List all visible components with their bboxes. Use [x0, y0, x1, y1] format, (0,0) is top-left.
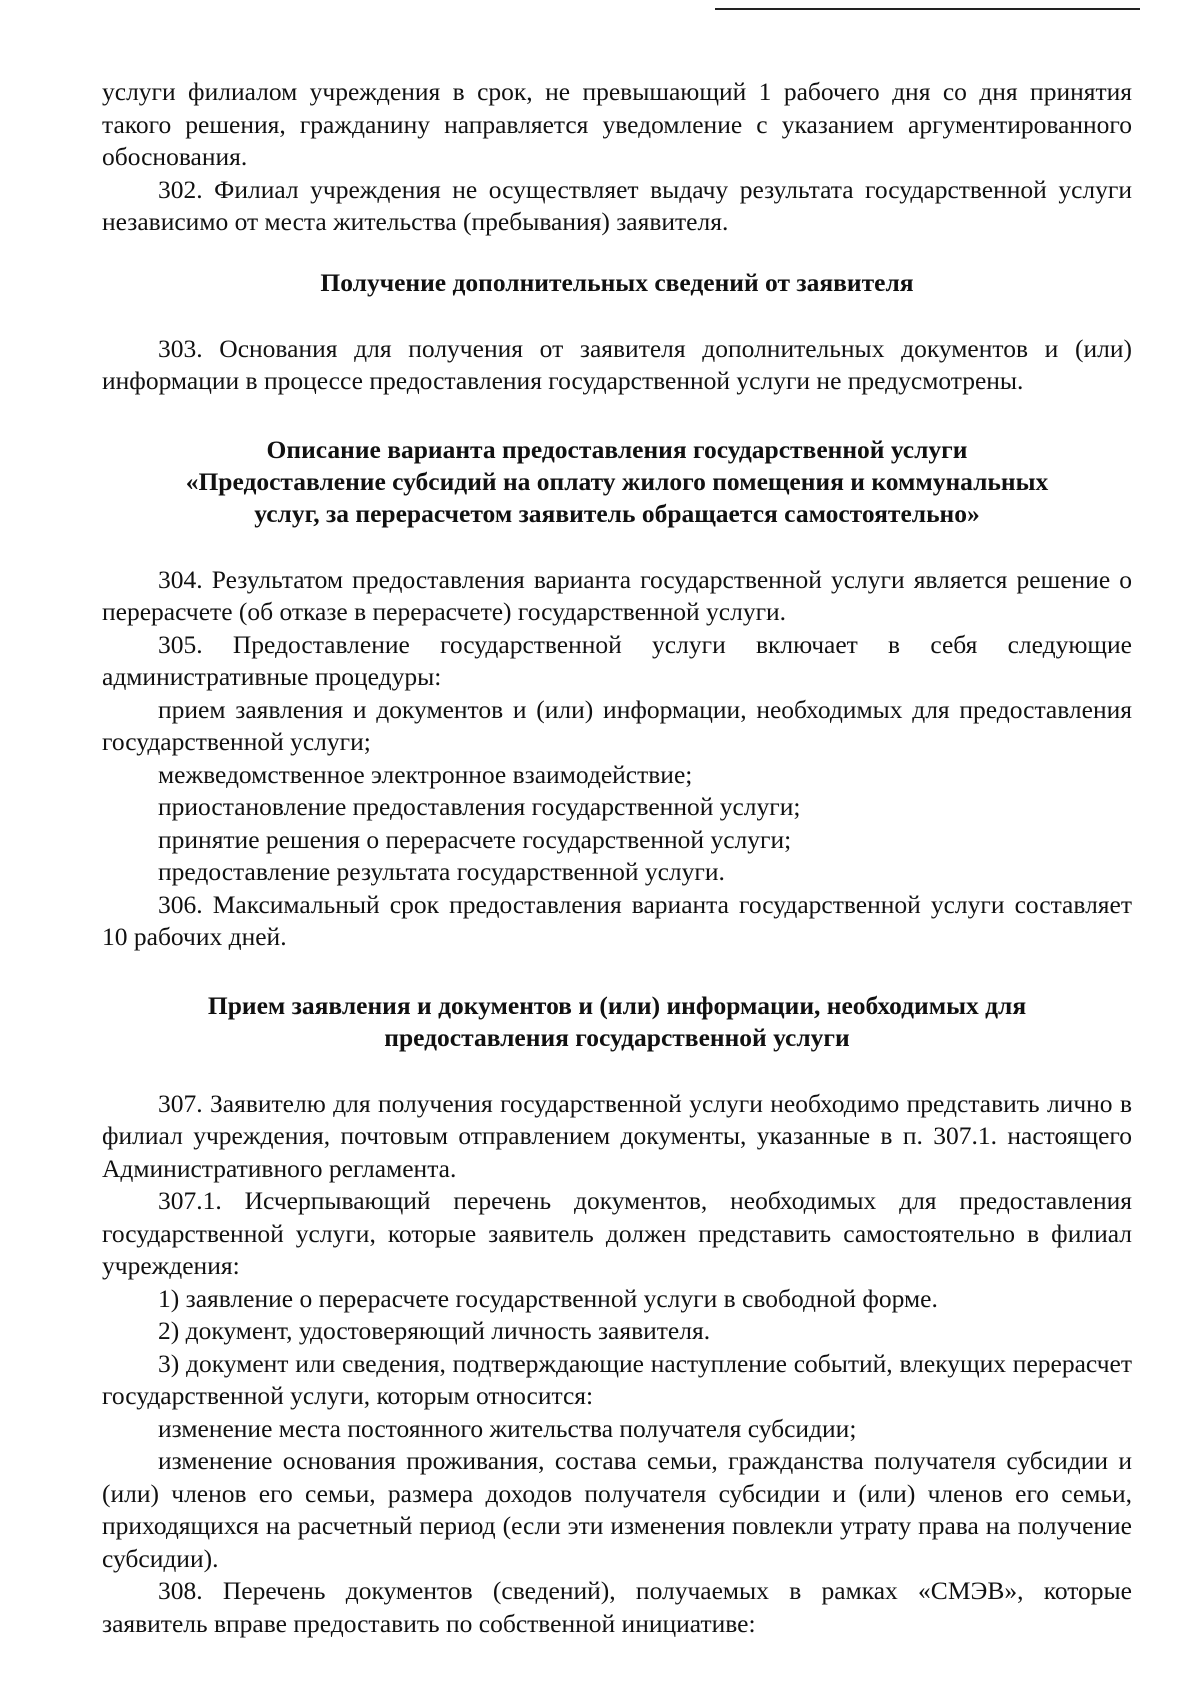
list-item: прием заявления и документов и (или) информации, необходимых для предоставления государственной услуги;	[102, 694, 1132, 756]
list-item: изменение места постоянного жительства получателя субсидии;	[158, 1413, 857, 1443]
paragraph-305: 305. Предоставление государственной услуги включает в себя следующие административные процедуры:	[102, 629, 1132, 691]
list-item: 1) заявление о перерасчете государственной услуги в свободной форме.	[158, 1283, 938, 1313]
heading-variant-description	[102, 434, 1132, 530]
list-item: 3) документ или сведения, подтверждающие наступление событий, влекущих перерасчет государственной услуги, которым относится:	[102, 1348, 1132, 1410]
paragraph-302: 302. Филиал учреждения не осуществляет выдачу результата государственной услуги независимо от места жительства (пребывания) заявителя.	[102, 174, 1132, 236]
list-item: 2) документ, удостоверяющий личность заявителя.	[158, 1316, 711, 1345]
list-item: приостановление предоставления государственной услуги;	[158, 792, 801, 821]
paragraph-307-1: 307.1. Исчерпывающий перечень документов, необходимых для предоставления государственной услуги, которые заявитель должен представить самостоятельно в филиал учреждения:	[102, 1186, 1132, 1280]
heading-line: «Предоставление субсидий на оплату жилого помещения и коммунальных	[185, 466, 1049, 496]
paragraph-306: 306. Максимальный срок предоставления варианта государственной услуги составляет 10 рабочих дней.	[102, 889, 1132, 951]
heading-additional-info: Получение дополнительных сведений от заявителя	[320, 267, 914, 297]
document-body	[102, 76, 1132, 1640]
heading-line: предоставления государственной услуги	[384, 1022, 850, 1052]
heading-application-reception	[102, 990, 1132, 1054]
heading-line: Описание варианта предоставления государственной услуги	[266, 434, 968, 464]
paragraph-continuation: услуги филиалом учреждения в срок, не превышающий 1 рабочего дня со дня принятия такого решения, гражданину направляется уведомление с указанием аргументированного обоснования.	[102, 77, 1132, 171]
list-item: межведомственное электронное взаимодействие;	[158, 759, 693, 789]
paragraph-304: 304. Результатом предоставления варианта государственной услуги является решение о перерасчете (об отказе в перерасчете) государственной услуги.	[102, 564, 1132, 626]
heading-line: услуг, за перерасчетом заявитель обращается самостоятельно»	[254, 498, 980, 528]
paragraph-308: 308. Перечень документов (сведений), получаемых в рамках «СМЭВ», которые заявитель вправе предоставить по собственной инициативе:	[102, 1576, 1132, 1638]
top-rule	[715, 8, 1140, 10]
paragraph-307: 307. Заявителю для получения государственной услуги необходимо представить лично в филиал учреждения, почтовым отправлением документы, указанные в п. 307.1. настоящего Административного регламента.	[102, 1088, 1132, 1183]
list-item: предоставление результата государственной услуги.	[158, 857, 725, 886]
list-item: изменение основания проживания, состава семьи, гражданства получателя субсидии и (или) членов его семьи, размера доходов получателя субсидии и (или) членов его семьи, приходящихся на расчетный период (если эти изменения повлекли утрату права на получение субсидии).	[102, 1446, 1132, 1573]
paragraph-303: 303. Основания для получения от заявителя дополнительных документов и (или) информации в процессе предоставления государственной услуги не предусмотрены.	[102, 333, 1132, 395]
heading-line: Прием заявления и документов и (или) информации, необходимых для	[207, 990, 1027, 1020]
list-item: принятие решения о перерасчете государственной услуги;	[158, 824, 792, 854]
